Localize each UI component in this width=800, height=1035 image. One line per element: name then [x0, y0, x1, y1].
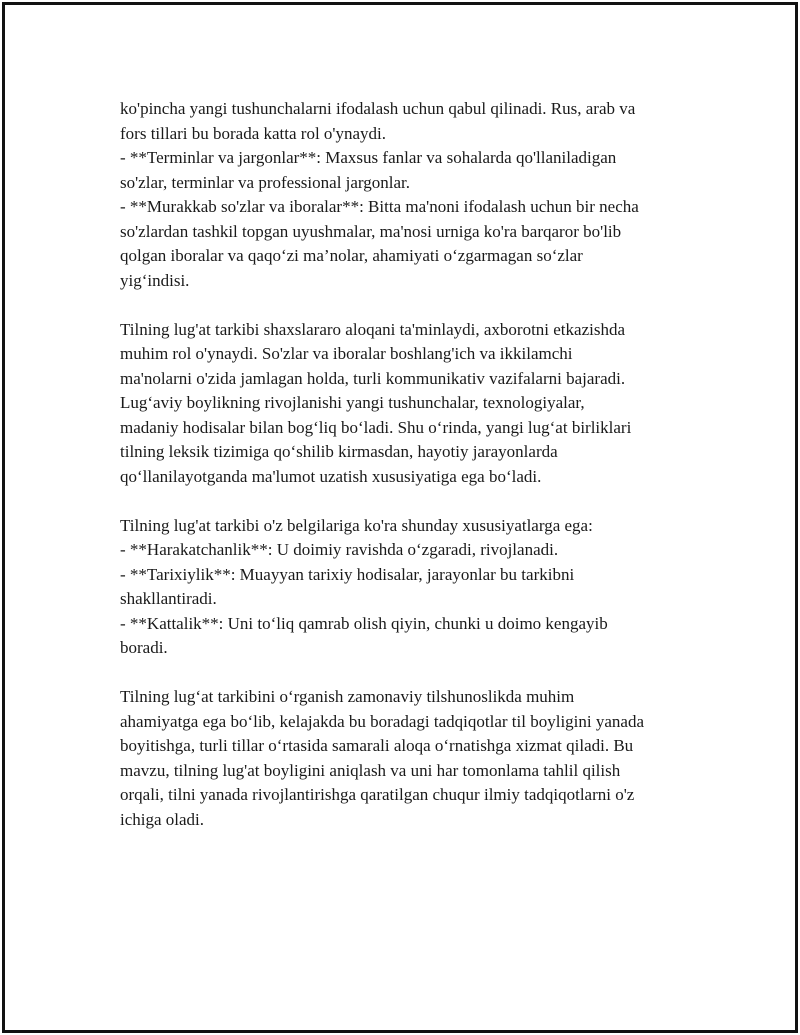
text-line: shakllantiradi.	[120, 589, 217, 608]
document-body	[120, 97, 700, 857]
text-line: - **Harakatchanlik**: U doimiy ravishda o‘zgaradi, rivojlanadi.	[120, 540, 559, 559]
text-line: Tilning lug'at tarkibi shaxslararo aloqani ta'minlaydi, axborotni etkazishda	[120, 319, 626, 339]
text-line: so'zlar, terminlar va professional jargonlar.	[120, 172, 411, 192]
text-line: qolgan iboralar va qaqo‘zi ma’nolar, ahamiyati o‘zgarmagan so‘zlar	[120, 246, 583, 265]
document-page	[2, 2, 798, 1033]
text-line: madaniy hodisalar bilan bog‘liq bo‘ladi. Shu o‘rinda, yangi lug‘at birliklari	[120, 417, 632, 437]
text-line: ahamiyatga ega bo‘lib, kelajakda bu boradagi tadqiqotlar til boyligini yanada	[120, 711, 644, 731]
text-line: ichiga oladi.	[120, 809, 205, 829]
text-line: qo‘llanilayotganda ma'lumot uzatish xususiyatiga ega bo‘ladi.	[120, 466, 542, 486]
text-line: - **Kattalik**: Uni to‘liq qamrab olish qiyin, chunki u doimo kengayib	[120, 613, 608, 633]
paragraph-1	[120, 97, 700, 293]
text-line: ko'pincha yangi tushunchalarni ifodalash uchun qabul qilinadi. Rus, arab va	[120, 99, 636, 118]
text-line: Tilning lug‘at tarkibini o‘rganish zamonaviy tilshunoslikda muhim	[120, 687, 575, 706]
text-line: yig‘indisi.	[120, 270, 190, 290]
text-line: - **Murakkab so'zlar va iboralar**: Bitta ma'noni ifodalash uchun bir necha	[120, 197, 639, 216]
text-line: boyitishga, turli tillar o‘rtasida samarali aloqa o‘rnatishga xizmat qiladi. Bu	[120, 736, 634, 755]
text-line: Lug‘aviy boylikning rivojlanishi yangi tushunchalar, texnologiyalar,	[120, 393, 585, 412]
text-line: Tilning lug'at tarkibi o'z belgilariga ko'ra shunday xususiyatlarga ega:	[120, 515, 593, 535]
text-line: orqali, tilni yanada rivojlantirishga qaratilgan chuqur ilmiy tadqiqotlarni o'z	[120, 785, 635, 804]
paragraph-3	[120, 514, 700, 661]
text-line: boradi.	[120, 638, 168, 657]
text-line: fors tillari bu borada katta rol o'ynaydi.	[120, 123, 387, 143]
text-line: muhim rol o'ynaydi. So'zlar va iboralar boshlang'ich va ikkilamchi	[120, 344, 573, 363]
text-line: mavzu, tilning lug'at boyligini aniqlash va uni har tomonlama tahlil qilish	[120, 760, 621, 780]
text-line: - **Terminlar va jargonlar**: Maxsus fanlar va sohalarda qo'llaniladigan	[120, 148, 617, 167]
text-line: - **Tarixiylik**: Muayyan tarixiy hodisalar, jarayonlar bu tarkibni	[120, 564, 575, 584]
paragraph-2	[120, 318, 700, 490]
text-line: tilning leksik tizimiga qo‘shilib kirmasdan, hayotiy jarayonlarda	[120, 442, 558, 461]
paragraph-4	[120, 685, 700, 832]
text-line: ma'nolarni o'zida jamlagan holda, turli kommunikativ vazifalarni bajaradi.	[120, 368, 626, 388]
text-line: so'zlardan tashkil topgan uyushmalar, ma'nosi urniga ko'ra barqaror bo'lib	[120, 221, 622, 241]
